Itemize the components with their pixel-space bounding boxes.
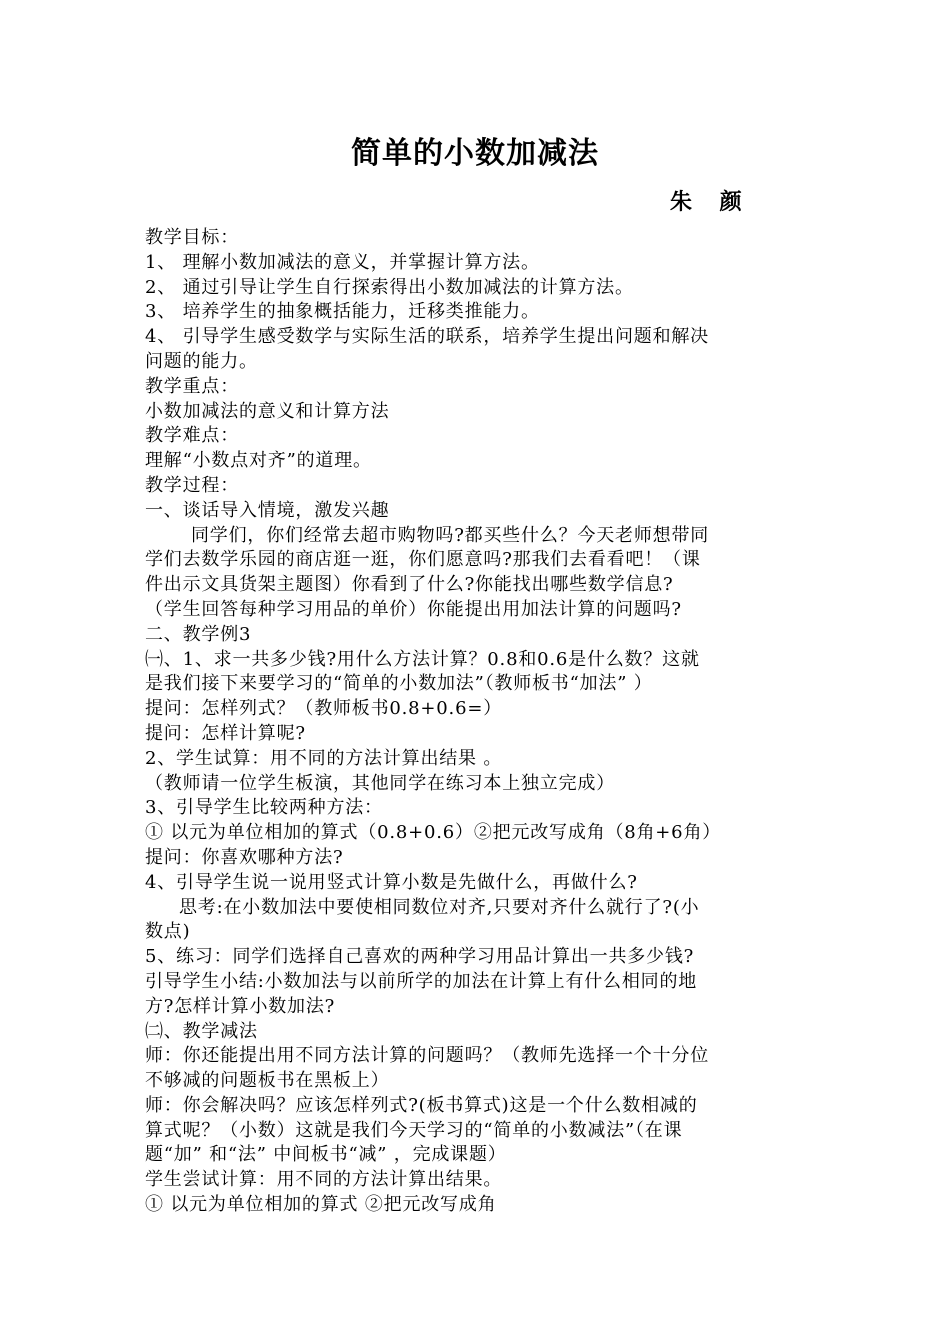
paragraph-line: 学生尝试计算：用不同的方法计算出结果。 [145, 1169, 503, 1191]
objective-1: 1、 理解小数加减法的意义，并掌握计算方法。 [145, 251, 540, 273]
heading-process: 教学过程： [145, 474, 239, 496]
objective-4: 4、 引导学生感受数学与实际生活的联系，培养学生提出问题和解决 [145, 326, 709, 348]
paragraph-line: 数点) [145, 921, 191, 943]
paragraph-line: 学们去数学乐园的商店逛一逛，你们愿意吗?那我们去看看吧！（课 [145, 549, 701, 571]
paragraph-line: 是我们接下来要学习的“简单的小数加法”（教师板书“加法” ） [145, 673, 653, 695]
key-points-text: 小数加减法的意义和计算方法 [145, 400, 390, 422]
difficulty-text: 理解“小数点对齐”的道理。 [145, 450, 372, 472]
paragraph-line: 思考:在小数加法中要使相同数位对齐,只要对齐什么就行了?(小 [179, 896, 700, 918]
paragraph-line: 不够减的问题板书在黑板上） [145, 1070, 390, 1092]
paragraph-line: ① 以元为单位相加的算式 ②把元改写成角 [145, 1194, 497, 1216]
heading-difficulty: 教学难点： [145, 425, 239, 447]
paragraph-line: 引导学生小结:小数加法与以前所学的加法在计算上有什么相同的地 [145, 970, 698, 992]
paragraph-line: 4、引导学生说一说用竖式计算小数是先做什么，再做什么? [145, 871, 638, 893]
paragraph-line: （教师请一位学生板演，其他同学在练习本上独立完成） [145, 772, 615, 794]
paragraph-line: （学生回答每种学习用品的单价）你能提出用加法计算的问题吗? [145, 598, 682, 620]
document-body [145, 226, 810, 1218]
section-1-heading: 一、谈话导入情境，激发兴趣 [145, 499, 390, 521]
paragraph-line: 3、引导学生比较两种方法： [145, 797, 383, 819]
document-title: 简单的小数加减法 [351, 136, 599, 171]
objective-2: 2、 通过引导让学生自行探索得出小数加减法的计算方法。 [145, 276, 634, 298]
objective-4-cont: 问题的能力。 [145, 350, 258, 372]
heading-objectives: 教学目标： [145, 227, 239, 248]
paragraph-line: 5、练习：同学们选择自己喜欢的两种学习用品计算出一共多少钱? [145, 946, 695, 968]
paragraph-line: 件出示文具货架主题图）你看到了什么?你能找出哪些数学信息? [145, 574, 674, 596]
paragraph-line: 提问：怎样计算呢? [145, 722, 306, 744]
paragraph-line: ㈠、1、求一共多少钱?用什么方法计算？0.8和0.6是什么数？这就 [145, 648, 700, 670]
paragraph-line: 方?怎样计算小数加法? [145, 995, 336, 1017]
subsection-subtraction-heading: ㈡、教学减法 [145, 1020, 258, 1042]
objective-3: 3、 培养学生的抽象概括能力，迁移类推能力。 [145, 301, 540, 323]
paragraph-line: ① 以元为单位相加的算式（0.8+0.6）②把元改写成角（8角+6角） [145, 822, 722, 844]
heading-key-points: 教学重点： [145, 375, 239, 397]
paragraph-line: 同学们，你们经常去超市购物吗?都买些什么？今天老师想带同 [191, 524, 710, 546]
paragraph-line: 师：你还能提出用不同方法计算的问题吗？（教师先选择一个十分位 [145, 1045, 709, 1067]
paragraph-line: 提问：怎样列式？（教师板书0.8+0.6=） [145, 698, 503, 720]
paragraph-line: 算式呢？（小数）这就是我们今天学习的“简单的小数减法”（在课 [145, 1119, 683, 1141]
section-2-heading: 二、教学例3 [145, 623, 252, 645]
paragraph-line: 提问：你喜欢哪种方法? [145, 846, 344, 868]
paragraph-line: 题“加” 和“法” 中间板书“减” ，完成课题） [145, 1144, 507, 1166]
paragraph-line: 2、学生试算：用不同的方法计算出结果 。 [145, 747, 503, 769]
document-author: 朱 颜 [670, 190, 752, 215]
paragraph-line: 师：你会解决吗？应该怎样列式?(板书算式)这是一个什么数相减的 [145, 1094, 698, 1116]
